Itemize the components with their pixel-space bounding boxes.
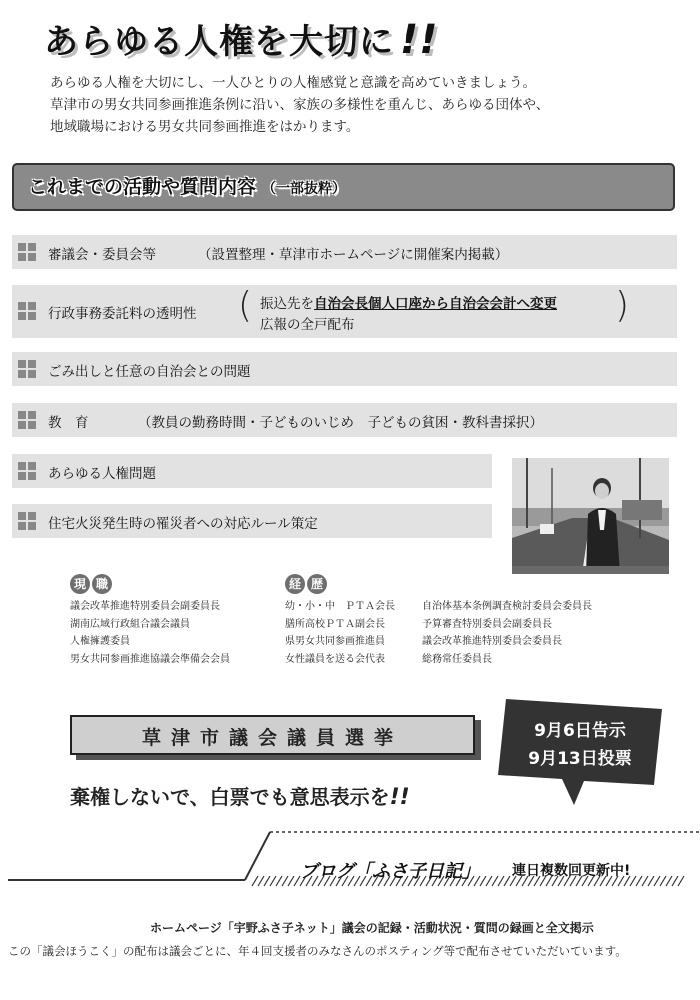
activity-note-line2: 広報の全戸配布: [260, 317, 355, 333]
note-prefix: 振込先を: [260, 296, 314, 312]
activity-row: [12, 454, 492, 488]
activity-note: （設置整理・草津市ホームページに開催案内掲載）: [198, 247, 509, 263]
list-item: 議会改革推進特別委員会副委員長: [70, 601, 220, 612]
grid-bullet-icon: [18, 512, 36, 530]
list-item: 男女共同参画推進協議会準備会会員: [70, 653, 230, 665]
list-item: 人権擁護委員: [70, 636, 130, 647]
activity-label: あらゆる人権問題: [48, 466, 156, 482]
career-list-col2: [422, 598, 592, 668]
blog-title: ブログ「ふさ子日記」: [300, 861, 480, 882]
list-item: 県男女共同参画推進員: [285, 636, 385, 647]
current-posts-badge: [70, 574, 112, 594]
page-title: [44, 14, 438, 63]
current-posts-list: [70, 598, 230, 668]
list-item: 予算審査特別委員会副委員長: [422, 618, 552, 630]
list-item: 総務常任委員長: [422, 653, 492, 665]
activity-row: [12, 504, 492, 538]
intro-line: あらゆる人権を大切にし、一人ひとりの人権感覚と意識を高めていきましょう。: [50, 75, 536, 91]
activity-label: 行政事務委託料の透明性: [48, 306, 197, 322]
badge-char: 現: [70, 574, 90, 594]
activity-row: [12, 403, 677, 437]
title-exclamation: !!: [400, 17, 439, 63]
intro-paragraph: [50, 72, 549, 138]
street-photo-illustration: [512, 458, 669, 574]
career-list-col1: [285, 598, 395, 668]
list-item: 議会改革推進特別委員会委員長: [422, 636, 562, 647]
appeal-text: 棄権しないで、白票でも意思表示を: [70, 785, 390, 809]
intro-line: 地域職場における男女共同参画推進をはかります。: [50, 119, 360, 135]
activity-note: [260, 292, 557, 312]
activity-label: 住宅火災発生時の罹災者への対応ルール策定: [48, 516, 318, 532]
career-badge: [285, 574, 327, 594]
right-paren-mark: ): [615, 285, 630, 326]
section-title: [28, 172, 346, 199]
voting-appeal: [70, 781, 410, 810]
activity-note: （教員の勤務時間・子どものいじめ 子どもの貧困・教科書採択）: [138, 415, 543, 431]
election-title: 草津市議会議員選挙: [141, 727, 403, 749]
voting-date: 9月13日投票: [528, 749, 632, 769]
section-subtitle: （一部抜粋）: [262, 181, 347, 197]
activity-row: [12, 352, 677, 386]
left-paren-mark: (: [238, 285, 253, 326]
note-underlined: 自治会長個人口座から自治会会計へ変更: [314, 296, 557, 312]
badge-char: 職: [92, 574, 112, 594]
title-text: あらゆる人権を大切に: [44, 22, 394, 62]
appeal-exclamation: !!: [389, 785, 410, 810]
list-item: 膳所高校ＰＴＡ副会長: [285, 618, 385, 630]
homepage-note: ホームページ「宇野ふさ子ネット」議会の記録・活動状況・質問の録画と全文掲示: [150, 921, 594, 935]
list-item: 自治体基本条例調査検討委員会委員長: [422, 601, 592, 612]
badge-char: 歴: [307, 574, 327, 594]
grid-bullet-icon: [18, 360, 36, 378]
intro-line: 草津市の男女共同参画推進条例に沿い、家族の多様性を重んじ、あらゆる団体や、: [50, 97, 550, 113]
activity-row: [12, 285, 677, 338]
grid-bullet-icon: [18, 243, 36, 261]
candidate-photo: [512, 458, 669, 574]
activity-label: 教 育: [48, 415, 89, 431]
grid-bullet-icon: [18, 462, 36, 480]
activity-row: [12, 235, 677, 269]
grid-bullet-icon: [18, 411, 36, 429]
distribution-note: この「議会ほうこく」の配布は議会ごとに、年４回支援者のみなさんのポスティング等で配布させていただいています。: [8, 944, 627, 958]
list-item: 幼・小・中 ＰＴＡ会長: [285, 601, 395, 612]
announcement-date: 9月6日告示: [534, 721, 626, 741]
list-item: 湖南広域行政組合議会議員: [70, 618, 190, 630]
activity-label: ごみ出しと任意の自治会との問題: [48, 364, 251, 380]
list-item: 女性議員を送る会代表: [285, 653, 385, 665]
badge-char: 経: [285, 574, 305, 594]
section-title-text: これまでの活動や質問内容: [28, 176, 257, 198]
blog-update-note: 連日複数回更新中!: [512, 863, 631, 879]
grid-bullet-icon: [18, 302, 36, 320]
activity-label: 審議会・委員会等: [48, 247, 156, 263]
